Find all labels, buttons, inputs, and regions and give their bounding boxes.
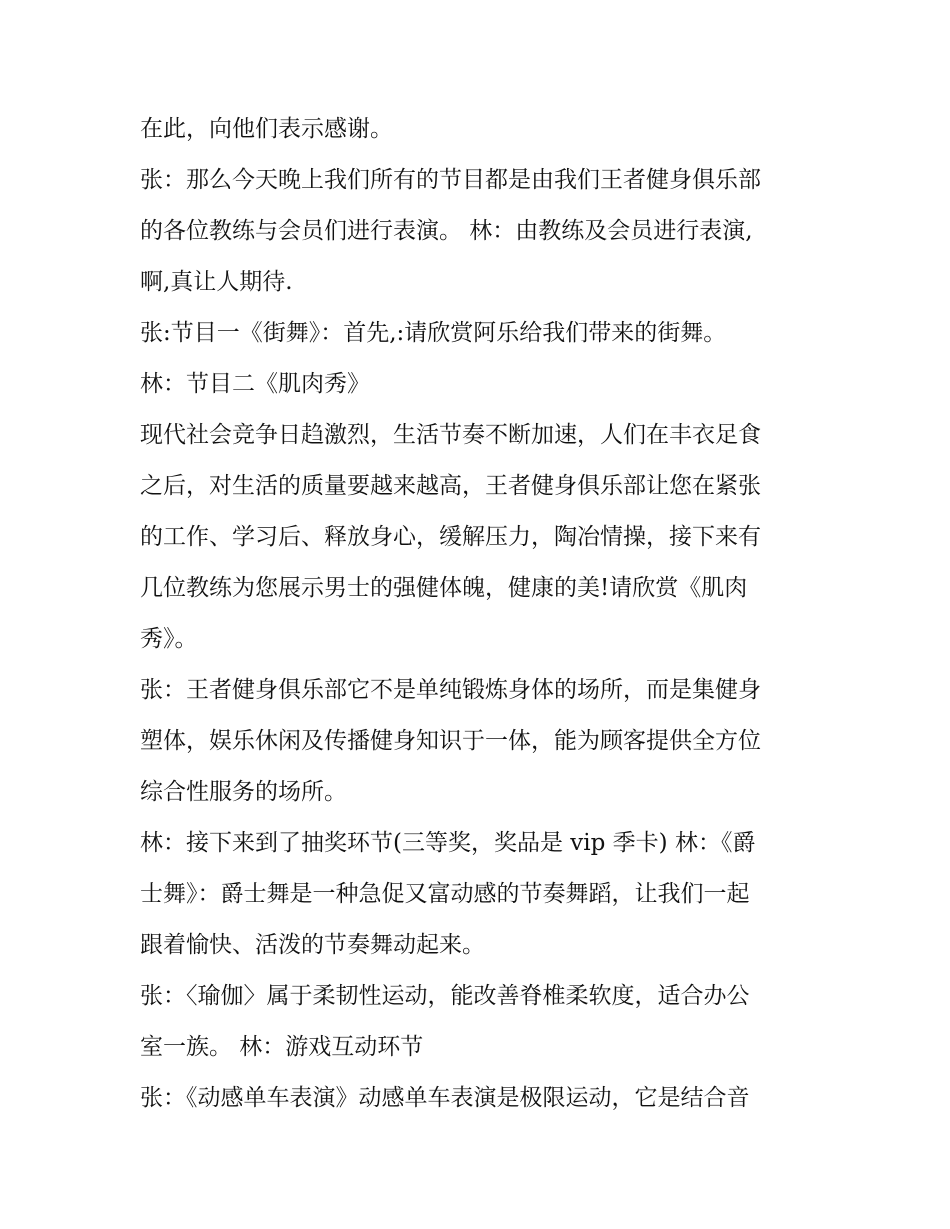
- text-line: 塑体，娱乐休闲及传播健身知识于一体，能为顾客提供全方位: [140, 728, 761, 754]
- text-line: 在此，向他们表示感谢。: [140, 116, 393, 142]
- text-line: 张：〈瑜伽〉属于柔韧性运动，能改善脊椎柔软度，适合办公: [140, 983, 750, 1009]
- text-line: 室一族。 林：游戏互动环节: [140, 1034, 424, 1060]
- document-body: [140, 104, 815, 1124]
- text-line: 张：那么今天晚上我们所有的节目都是由我们王者健身俱乐部: [140, 167, 761, 193]
- text-line: 林：节目二《肌肉秀》: [140, 371, 370, 397]
- text-line: 张：《动感单车表演》动感单车表演是极限运动，它是结合音: [140, 1085, 750, 1111]
- text-line: 跟着愉快、活泼的节奏舞动起来。: [140, 932, 485, 958]
- text-line: 秀》。: [140, 626, 198, 652]
- text-line: 士舞》：爵士舞是一种急促又富动感的节奏舞蹈，让我们一起: [140, 881, 750, 907]
- text-line: 综合性服务的场所。: [140, 779, 347, 805]
- text-line: 张:节目一《街舞》：首先,:请欣赏阿乐给我们带来的街舞。: [140, 320, 727, 346]
- text-line: 啊,真让人期待.: [140, 269, 293, 295]
- text-line: 现代社会竞争日趋激烈，生活节奏不断加速，人们在丰衣足食: [140, 422, 761, 448]
- text-line: 之后，对生活的质量要越来越高，王者健身俱乐部让您在紧张: [140, 473, 761, 499]
- text-line: 林：接下来到了抽奖环节(三等奖，奖品是 vip 季卡) 林：《爵: [140, 830, 756, 856]
- text-line: 张：王者健身俱乐部它不是单纯锻炼身体的场所，而是集健身: [140, 677, 761, 703]
- text-line: 的工作、学习后、释放身心，缓解压力，陶冶情操，接下来有: [140, 524, 761, 550]
- text-line: 的各位教练与会员们进行表演。 林：由教练及会员进行表演,: [140, 218, 753, 244]
- text-line: 几位教练为您展示男士的强健体魄，健康的美!请欣赏《肌肉: [140, 575, 748, 601]
